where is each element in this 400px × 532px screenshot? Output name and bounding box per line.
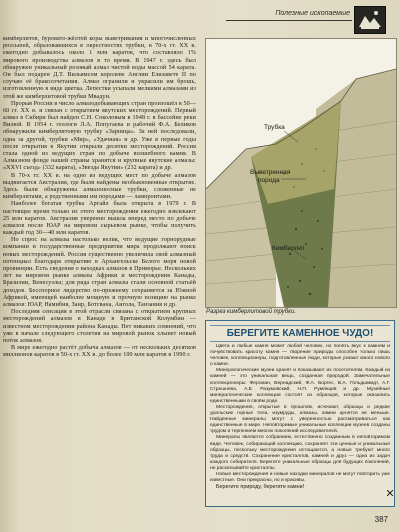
main-text-column [0, 36, 198, 518]
sidebar-paragraph: Цвета и любые камня может любой человек, но понять вкус к камням и почувствовать красоту камня — творение природы способен только лишь человек, коллекционеры, подготовленные люди, которые узнают много нового о камне. [210, 344, 390, 368]
paragraph: В мире ежегодно растёт добыча алмазов — от нескольких десятков миллионов каратов в 50-х гг. XX в. до более 100 млн каратов в 1990 г. [3, 345, 196, 359]
paragraph: Прорыв России в число алмазодобывающих стран произошёл в 50—60 гг. XX в. и связан с открытием якутских месторождений. Первый алмаз в Сибири был найден С.Н. Соколовым в 1948 г. в бассейне реки Вилюй. В 1954 г. геологи Л.А. Попугаева и рабочий Ф.А. Беликов обнаружили кимберлитовую трубку «Зарница». За ней последовали, одна за другой, трубки «Мир», «Удачная» и др. Уже в первые годы после открытия в Якутии открыли десятки месторождений. Россия стала одной из ведущих стран по добыче волшебного камня. В Алмазном фонде нашей страны хранятся и крупные якутские алмазы: «XXVI съезд» (332 карата), «Звезда Якутии» (232 карата) и др. [3, 100, 196, 172]
paragraph: Последняя сенсация в этой отрасли связана с открытием крупных месторождений алмазов в Канаде в Британской Колумбии — известном месторождении района Канады. Нет никаких сомнений, что уже в начале следующего столетия на мировой рынок хлынет новый поток алмазов. [3, 309, 196, 344]
section-title: Полезные ископаемые [275, 10, 350, 17]
page-number: 387 [374, 515, 388, 524]
figure-caption: Разрез кимберлитовой трубки. [206, 309, 296, 315]
weathered-rock-label-line2: порода [258, 177, 280, 184]
paragraph: Наиболее богатая трубка Аргайл была открыта в 1979 г. В настоящее время только из этого месторождения ежегодно извлекают 25 млн каратов. Австралия уверенно вышла вперед место по добыче алмазов после ЮАР на мировом сырьевом рынке, чтобы получить каждый год 30—40 млн каратов. [3, 201, 196, 237]
paragraph: В 70-х гг. XX в. на одно из ведущих мест по добыче алмазов выдвигается Австралия, где были найдены необыкновенные открытие. Здесь были обнаружены алмазоносные трубки, сложенные не кимберлитами, а родственными им породами — лампроитами. [3, 172, 196, 201]
sidebar-article-title: БЕРЕГИТЕ КАМЕННОЕ ЧУДО! [210, 325, 390, 342]
kimberlite-pipe-illustration [205, 38, 397, 308]
header-rule [226, 20, 352, 21]
sidebar-paragraph: Месторождения, открытые в прошлом, исчезают, образцы и редкие уральские горные тела, изумруды, алмазы, камни ценятся не меньше. Найденные минералы могут с уверенностью рассматриваться как единственные в мире. Неповторимые уникальные коллекции музеев созданы трудом и терпением многих поколений исследователей. [210, 404, 390, 435]
weathered-rock-label-line1: Выветренная [250, 169, 291, 176]
paragraph: кимберлитов, буровато-жёлтой коры выветривания и многочисленных россыпей, образовавшихся в окрестностях трубки, в 70-х гг. XX в. ежегодно добывалось около 1 млн каратов, что составляло 1% мирового производства алмазов в то время. В 1947 г. здесь был обнаружен уникальный розовый алмаз чистой воды массой 54 карата. Он был подарен Д.Т. Вильямсом королеве Англии Елизавете II по случаю её бракосочетания. Алмаз огранили и украсили им брошь, изготовленную в виде цветка. Лепестки усыпали мелкими алмазами из этой же кимберлитовой трубки Мвадуи. [3, 36, 196, 100]
running-header [0, 0, 400, 34]
pipe-label: Трубка [264, 124, 285, 131]
kimberlite-label: Кимберлит [272, 245, 305, 252]
sidebar-article [205, 320, 395, 507]
sidebar-paragraph: Минералогические музеи хранят и показывают их посетителям. Каждый из камней — это уникальная вещь, созданная природой. Замечательные коллекционеры: Ферсман, Вернадский, Ф.А. Боргес, В.А. Гольдшмидт, А.Г. Стрешнева, А.Е. Разумовский, Н.П. Румянцев и др. Музейные минералогические коллекции состоят из образцов, которые оказались единственными в своём роде. [210, 368, 390, 404]
paragraph: Но спрос на алмазы настолько велик, что ведущие горнорудные компании и государственные предприятия мира продолжают поиск новых месторождений. Россия существенно увеличила свой алмазный потенциал благодаря открытию в Архангельске Белого моря новой провинции. Есть сведения о находках алмазов в Приморье. Нескольких лет на мировом рынке алмазы Африки и месторождения Канады, Бразилии, Венесуэлы; для ряда стран алмазы стали основной статьёй доходов. Бесспорное лидерство по-прежнему сохраняется за Южной Африкой, имеющей наиболее мощную и прочную позицию на рынке алмазов: ЮАР, Намибия, Заир, Ботсвана, Ангола, Танзания и др. [3, 237, 196, 308]
sidebar-closing-line: Берегите природу, берегите камни! [216, 484, 305, 491]
section-logo-icon [354, 6, 386, 34]
pipe-cross-section-drawing [206, 39, 396, 307]
sidebar-paragraph: Минералы являются собранием, естественно созданным в неповторимом виде. Человек, собирающий коллекцию, сохраняет эти ценные и уникальные образцы, поскольку месторождения истощаются, а новые требуют много труда и средств. Сохранение кристаллов, камней и друз — одна из задач каждого собирателя. Берегите уникальные образцы для будущих поколений, не раскалывайте кристаллы. [210, 435, 390, 471]
sidebar-paragraph: Новые месторождения и новые находки минералов не могут повторить уже известные. Они прекрасны, но и красивы. [210, 471, 390, 484]
crossed-hammers-icon [387, 490, 393, 496]
